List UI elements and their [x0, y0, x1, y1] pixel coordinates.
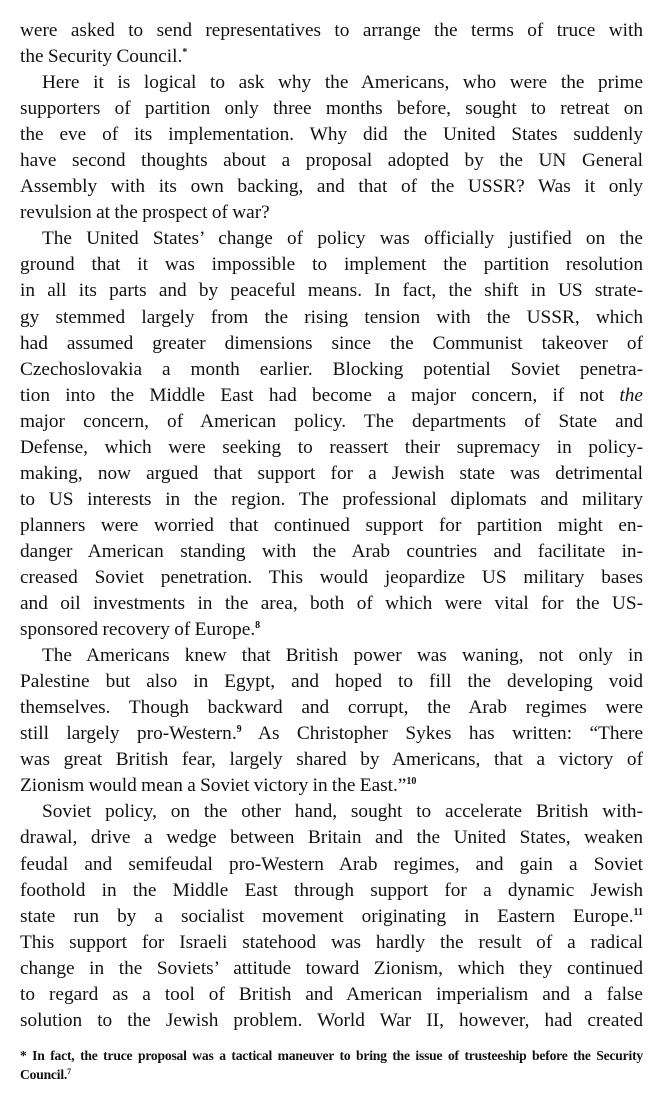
- text-run: drawal, drive a wedge between Britain and the United States, weaken: [20, 827, 643, 849]
- text-run: themselves. Though backward and corrupt, the Arab regimes were: [20, 697, 643, 719]
- text-line: [20, 825, 643, 851]
- text-run: Here it is logical to ask why the Americans, who were the prime: [42, 72, 643, 94]
- text-run: This support for Israeli statehood was hardly the result of a radical: [20, 931, 643, 953]
- text-line: [20, 148, 643, 174]
- text-line: [20, 174, 643, 200]
- text-line: [20, 904, 643, 930]
- footnote-marker: *: [182, 47, 188, 59]
- body-text: [20, 18, 643, 1034]
- text-line: [20, 70, 643, 96]
- text-run: supporters of partition only three months before, sought to retreat on: [20, 98, 643, 120]
- text-line: [20, 357, 643, 383]
- text-line: [20, 409, 643, 435]
- text-run: in all its parts and by peaceful means. In fact, the shift in US strate-: [20, 280, 643, 302]
- text-run: and oil investments in the area, both of which were vital for the US-: [20, 593, 643, 615]
- text-run: Defense, which were seeking to reassert their supremacy in policy-: [20, 436, 643, 458]
- text-line: [20, 565, 643, 591]
- text-line: [20, 878, 643, 904]
- text-line: [20, 383, 643, 409]
- text-run: state run by a socialist movement originating in Eastern Europe.: [20, 905, 634, 927]
- text-run: danger American standing with the Arab countries and facilitate in-: [20, 540, 643, 562]
- text-line: [20, 252, 643, 278]
- text-line: [20, 721, 643, 747]
- footnote-marker: 11: [633, 906, 643, 918]
- text-line: [20, 96, 643, 122]
- text-line: [20, 305, 643, 331]
- text-line: [20, 44, 643, 70]
- footnote-marker: 10: [406, 776, 417, 788]
- text-run: had assumed greater dimensions since the Communist takeover of: [20, 332, 643, 354]
- text-line: [20, 799, 643, 825]
- text-line: [20, 226, 643, 252]
- text-run: to US interests in the region. The professional diplomats and military: [20, 488, 643, 510]
- text-line: [20, 747, 643, 773]
- text-line: [20, 956, 643, 982]
- text-line: [20, 643, 643, 669]
- text-line: [20, 18, 643, 44]
- footnote-line: [20, 1065, 643, 1084]
- text-run: still largely pro-Western.: [20, 723, 237, 745]
- text-line: [20, 591, 643, 617]
- text-run: foothold in the Middle East through support for a dynamic Jewish: [20, 879, 643, 901]
- text-run: major concern, of American policy. The departments of State and: [20, 410, 643, 432]
- text-line: [20, 435, 643, 461]
- text-line: [20, 331, 643, 357]
- footnote-marker: 7: [67, 1067, 71, 1076]
- footnote-marker: 9: [236, 724, 242, 736]
- text-line: [20, 461, 643, 487]
- text-run: sponsored recovery of Europe.: [20, 619, 256, 641]
- text-run: creased Soviet penetration. This would jeopardize US military bases: [20, 566, 643, 588]
- text-line: [20, 695, 643, 721]
- text-run: to regard as a tool of British and American imperialism and a false: [20, 983, 643, 1005]
- text-line: [20, 773, 643, 799]
- text-line: [20, 1008, 643, 1034]
- text-run: Zionism would mean a Soviet victory in the East.”: [20, 775, 407, 797]
- text-run: Palestine but also in Egypt, and hoped to fill the developing void: [20, 671, 643, 693]
- text-run: solution to the Jewish problem. World War II, however, had created: [20, 1009, 643, 1031]
- text-run: * In fact, the truce proposal was a tactical maneuver to bring the issue of trusteeship before the Security: [20, 1048, 643, 1063]
- text-line: [20, 539, 643, 565]
- text-run: ground that it was impossible to implement the partition resolution: [20, 254, 643, 276]
- text-line: [20, 982, 643, 1008]
- text-line: [20, 930, 643, 956]
- text-line: [20, 122, 643, 148]
- text-run: Assembly with its own backing, and that of the USSR? Was it only: [20, 176, 643, 198]
- footnote: [20, 1046, 643, 1084]
- emphasis-text: the: [619, 384, 643, 406]
- text-line: [20, 617, 643, 643]
- text-run: The United States’ change of policy was officially justified on the: [42, 228, 643, 250]
- text-line: [20, 487, 643, 513]
- text-run: were asked to send representatives to arrange the terms of truce with: [20, 20, 643, 41]
- text-line: [20, 669, 643, 695]
- text-run: The Americans knew that British power was waning, not only in: [42, 645, 643, 667]
- text-run: the eve of its implementation. Why did the United States suddenly: [20, 124, 643, 146]
- text-line: [20, 852, 643, 878]
- text-run: Council.: [20, 1067, 68, 1082]
- text-run: Soviet policy, on the other hand, sought to accelerate British with-: [42, 801, 643, 823]
- text-line: [20, 200, 643, 226]
- footnote-marker: 8: [255, 620, 261, 632]
- text-run: tion into the Middle East had become a major concern, if not: [20, 384, 620, 406]
- text-run: change in the Soviets’ attitude toward Zionism, which they continued: [20, 957, 643, 979]
- text-run: was great British fear, largely shared by Americans, that a victory of: [20, 749, 643, 771]
- text-run: Czechoslovakia a month earlier. Blocking potential Soviet penetra-: [20, 358, 643, 380]
- text-run: have second thoughts about a proposal adopted by the UN General: [20, 150, 643, 172]
- text-line: [20, 278, 643, 304]
- footnote-line: [20, 1046, 643, 1065]
- text-run: gy stemmed largely from the rising tension with the USSR, which: [20, 306, 643, 328]
- text-line: [20, 513, 643, 539]
- text-run: revulsion at the prospect of war?: [20, 202, 270, 224]
- text-run: the Security Council.: [20, 46, 183, 68]
- text-run: feudal and semifeudal pro-Western Arab regimes, and gain a Soviet: [20, 853, 643, 875]
- text-run: planners were worried that continued support for partition might en-: [20, 514, 643, 536]
- text-run: As Christopher Sykes has written: “There: [241, 723, 643, 745]
- text-run: making, now argued that support for a Jewish state was detrimental: [20, 462, 643, 484]
